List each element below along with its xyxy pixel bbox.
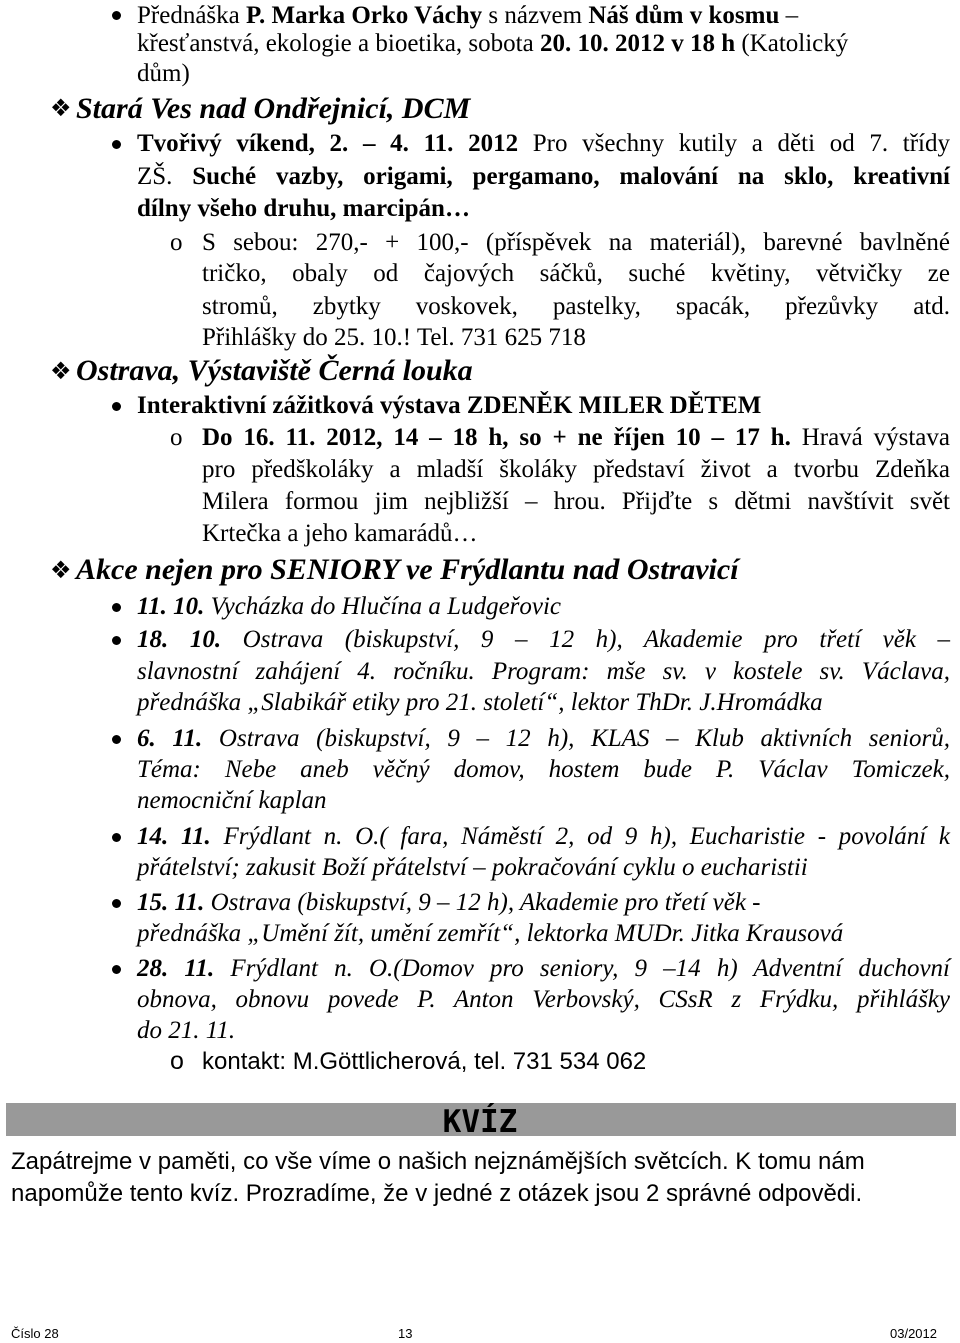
seniory-item-6-line-1: 28. 11. Frýdlant n. O.(Domov pro seniory, 9 –14 h) Adventní duchovní [137,955,950,982]
seniory-item-6-line-3: do 21. 11. [137,1017,236,1044]
seniory-item-2-line-1: 18. 10. Ostrava (biskupství, 9 – 12 h), Akademie pro třetí věk – [137,626,950,653]
workshop-sub-line-2: tričko, obaly od čajových sáčků, suché květiny, větvičky ze [202,260,950,287]
bullet-icon [112,603,121,612]
sub-bullet-icon: o [170,424,183,451]
seniory-item-2-line-3: přednáška „Slabikář etiky pro 21. století“, lektor ThDr. J.Hromádka [137,689,823,716]
seniory-item-4-line-1: 14. 11. Frýdlant n. O.( fara, Náměstí 2, od 9 h), Eucharistie - povolání k [137,823,950,850]
sub-bullet-icon: o [170,1047,184,1075]
seniory-item-1: 11. 10. Vycházka do Hlučína a Ludgeřovic [137,593,562,620]
exhibition-line-1: Do 16. 11. 2012, 14 – 18 h, so + ne říjen 10 – 17 h. Hravá výstava [202,424,950,451]
bullet-icon [112,402,121,411]
exhibition-line-3: Milera formou jim nejbližší – hrou. Přijďte s dětmi navštívit svět [202,488,950,515]
bullet-icon [112,899,121,908]
bullet-icon [112,11,121,20]
exhibition-line-4: Krtečka a jeho kamarádů… [202,520,478,547]
seniory-item-3-line-1: 6. 11. Ostrava (biskupství, 9 – 12 h), KLAS – Klub aktivních seniorů, [137,725,950,752]
bullet-icon [112,965,121,974]
workshop-sub-line-1: S sebou: 270,- + 100,- (příspěvek na materiál), barevné bavlněné [202,229,950,256]
seniory-item-5-line-1: 15. 11. Ostrava (biskupství, 9 – 12 h), Akademie pro třetí věk - [137,889,761,916]
seniory-item-6-line-2: obnova, obnovu povede P. Anton Verbovský, CSsR z Frýdku, přihlášky [137,986,950,1013]
diamond-bullet-icon: ❖ [50,357,72,385]
workshop-sub-line-3: stromů, zbytky voskovek, pastelky, spacák, přezůvky atd. [202,293,950,320]
section-heading-stara-ves: Stará Ves nad Ondřejnicí, DCM [76,92,471,125]
seniory-item-5-line-2: přednáška „Umění žít, umění zemřít“, lektorka MUDr. Jitka Krausová [137,920,844,947]
seniory-item-3-line-3: nemocniční kaplan [137,787,327,814]
lecture-line-3: dům) [137,60,190,87]
seniory-item-2-line-2: slavnostní zahájení 4. ročníku. Program: mše sv. v kostele sv. Václava, [137,658,950,685]
workshop-line-1: Tvořivý víkend, 2. – 4. 11. 2012 Pro všechny kutily a děti od 7. třídy [137,130,950,157]
bullet-icon [112,833,121,842]
quiz-intro-line-2: napomůže tento kvíz. Prozradíme, že v jedné z otázek jsou 2 správné odpovědi. [11,1180,863,1207]
lecture-line-1: Přednáška P. Marka Orko Váchy s názvem Náš dům v kosmu – [137,2,799,29]
footer-issue: Číslo 28 [11,1326,59,1341]
workshop-line-2: ZŠ. Suché vazby, origami, pergamano, malování na sklo, kreativní [137,163,950,190]
bullet-icon [112,140,121,149]
lecture-line-2: křesťanstvá, ekologie a bioetika, sobota 20. 10. 2012 v 18 h (Katolický [137,30,849,57]
sub-bullet-icon: o [170,229,183,256]
contact-line: kontakt: M.Göttlicherová, tel. 731 534 062 [202,1048,647,1075]
section-heading-seniory: Akce nejen pro SENIORY ve Frýdlantu nad Ostravicí [76,553,739,586]
exhibition-title: Interaktivní zážitková výstava ZDENĚK MILER DĚTEM [137,392,762,419]
quiz-intro-line-1: Zapátrejme v paměti, co vše víme o našich nejznámějších světcích. K tomu nám [11,1148,865,1175]
workshop-line-3: dílny všeho druhu, marcipán… [137,195,470,222]
footer-date: 03/2012 [890,1326,937,1341]
seniory-item-3-line-2: Téma: Nebe aneb věčný domov, hostem bude P. Václav Tomiczek, [137,756,950,783]
diamond-bullet-icon: ❖ [50,556,72,584]
exhibition-line-2: pro předškoláky a mladší školáky představí život a tvorbu Zdeňka [202,456,950,483]
bullet-icon [112,735,121,744]
seniory-item-4-line-2: přátelství; zakusit Boží přátelství – pokračování cyklu o eucharistii [137,854,808,881]
diamond-bullet-icon: ❖ [50,94,72,122]
quiz-title: KVÍZ [442,1104,518,1140]
workshop-sub-line-4: Přihlášky do 25. 10.! Tel. 731 625 718 [202,324,586,351]
bullet-icon [112,636,121,645]
footer-page-number: 13 [398,1326,413,1341]
section-heading-ostrava: Ostrava, Výstaviště Černá louka [76,354,473,387]
